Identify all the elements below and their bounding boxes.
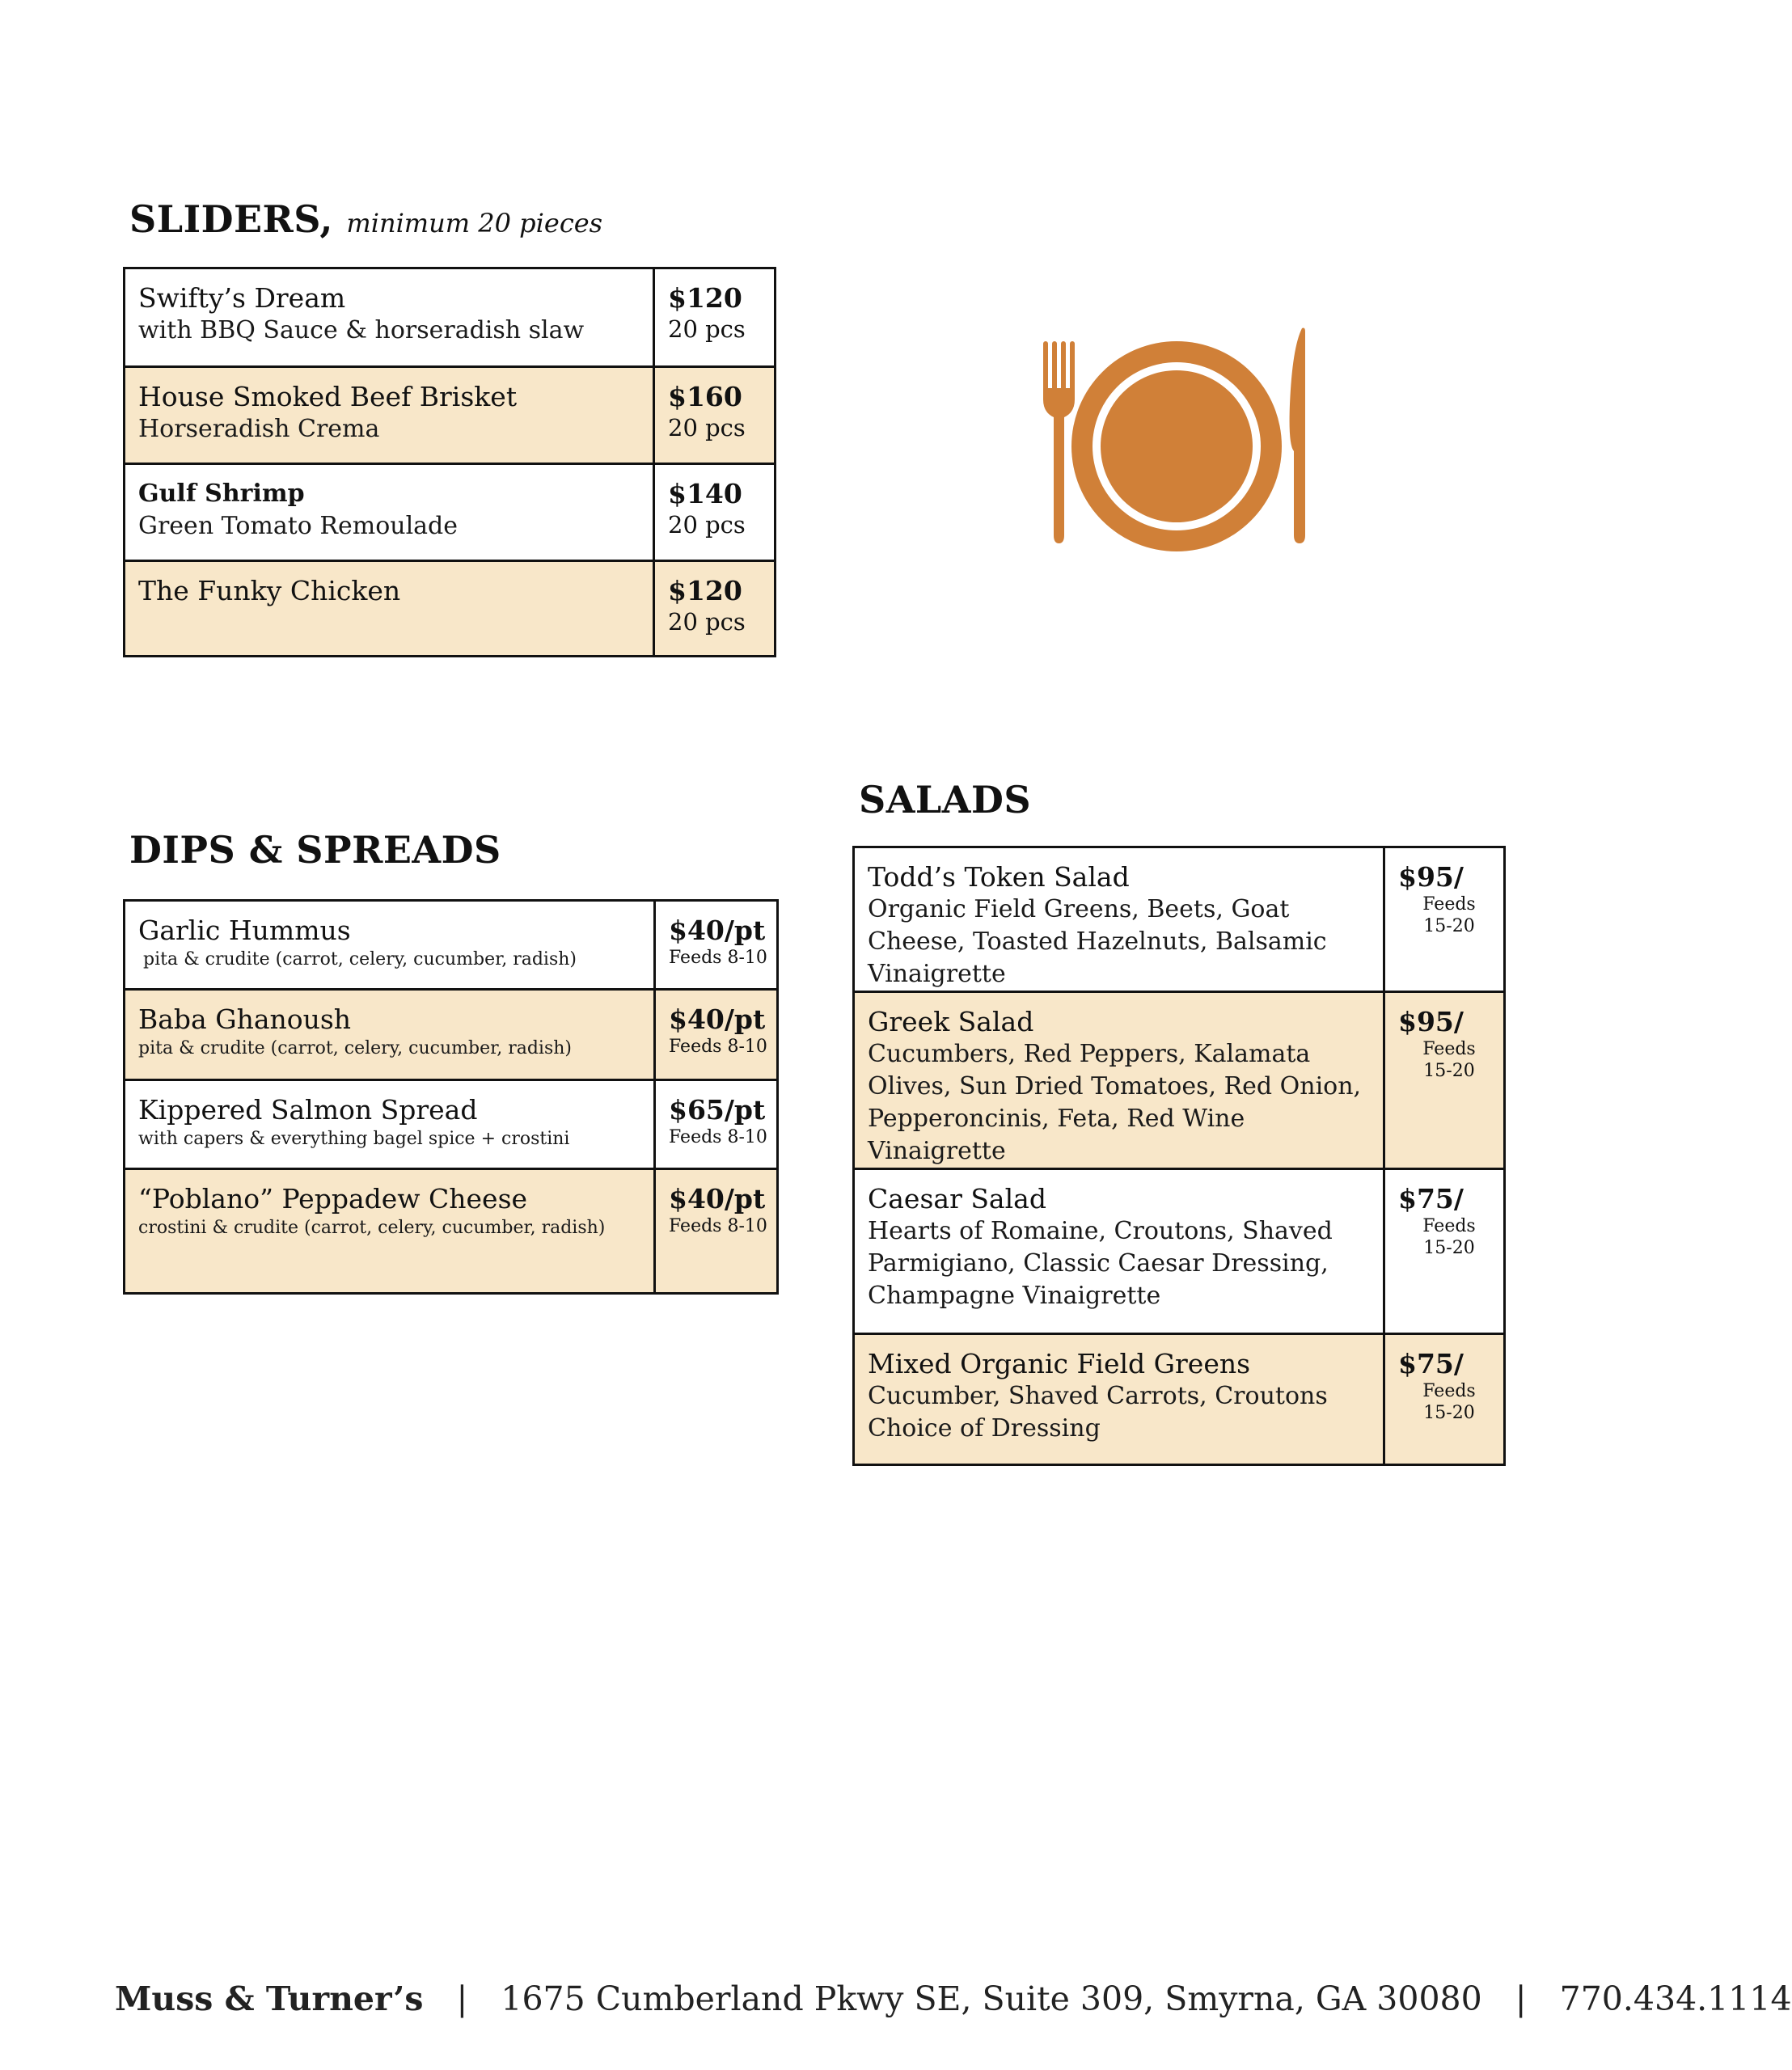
item-price: $40/pt — [669, 1183, 766, 1215]
dips-table — [123, 899, 779, 1295]
item-price: $65/pt — [669, 1094, 766, 1126]
item-description: Green Tomato Remoulade — [138, 512, 459, 540]
item-serving: Feeds 8-10 — [669, 1037, 767, 1057]
price-cell — [655, 1169, 778, 1294]
footer-separator: | — [456, 1979, 468, 2018]
item-name: Gulf Shrimp — [138, 479, 305, 508]
salads-heading: SALADS — [859, 778, 1032, 822]
item-name: The Funky Chicken — [138, 575, 401, 606]
table-row — [125, 464, 776, 561]
item-cell — [125, 268, 654, 367]
item-serving: Feeds 8-10 — [669, 1216, 767, 1236]
table-row — [125, 990, 778, 1080]
feeds-label: Feeds — [1422, 894, 1476, 915]
dips-heading: DIPS & SPREADS — [129, 828, 501, 872]
table-row — [125, 561, 776, 657]
footer-separator: | — [1515, 1979, 1527, 2018]
item-description: Hearts of Romaine, Croutons, Shaved Parmigiano, Classic Caesar Dressing, Champagne Vinaigrette — [868, 1217, 1333, 1310]
table-row — [854, 1334, 1505, 1465]
item-price: $95/ — [1398, 1006, 1464, 1037]
item-quantity: 20 pcs — [668, 315, 746, 343]
table-row — [125, 268, 776, 367]
item-price: $160 — [668, 381, 742, 412]
item-cell — [125, 1080, 655, 1169]
feeds-label: Feeds — [1422, 1039, 1476, 1059]
item-price: $95/ — [1398, 861, 1464, 893]
item-cell — [125, 367, 654, 464]
table-row — [854, 847, 1505, 992]
item-cell — [854, 847, 1384, 992]
salads-table — [852, 846, 1506, 1466]
item-description: crostini & crudite (carrot, celery, cucumber, radish) — [138, 1218, 606, 1238]
item-name: Garlic Hummus — [138, 915, 351, 946]
item-cell — [125, 990, 655, 1080]
item-cell — [125, 901, 655, 990]
plate-fork-knife-icon — [1035, 323, 1326, 558]
item-cell — [125, 1169, 655, 1294]
price-cell — [654, 268, 776, 367]
price-cell — [1384, 847, 1505, 992]
item-name: Swifty’s Dream — [138, 282, 346, 314]
sliders-subtitle: minimum 20 pieces — [346, 208, 603, 239]
item-cell — [854, 1334, 1384, 1465]
item-description: Cucumbers, Red Peppers, Kalamata Olives, Sun Dried Tomatoes, Red Onion, Pepperoncinis, Feta, Red Wine Vinaigrette — [868, 1040, 1362, 1165]
item-name: Kippered Salmon Spread — [138, 1094, 478, 1126]
footer-phone: 770.434.1114 — [1559, 1979, 1792, 2018]
item-quantity: 20 pcs — [668, 414, 746, 441]
sliders-heading: SLIDERS, minimum 20 pieces — [129, 197, 603, 241]
item-serving: Feeds 8-10 — [669, 948, 767, 968]
item-quantity: 20 pcs — [668, 511, 746, 539]
price-cell — [1384, 1169, 1505, 1334]
price-cell — [1384, 1334, 1505, 1465]
footer-brand: Muss & Turner’s — [115, 1979, 424, 2018]
item-cell — [854, 992, 1384, 1169]
price-cell — [654, 367, 776, 464]
item-name: Baba Ghanoush — [138, 1003, 352, 1035]
item-price: $120 — [668, 575, 742, 606]
item-description: with BBQ Sauce & horseradish slaw — [138, 316, 585, 344]
item-description: pita & crudite (carrot, celery, cucumber, radish) — [143, 949, 577, 970]
item-price: $120 — [668, 282, 742, 314]
item-cell — [854, 1169, 1384, 1334]
item-description: Cucumber, Shaved Carrots, Croutons Choice of Dressing — [868, 1382, 1328, 1443]
feeds-count: 15-20 — [1423, 1238, 1475, 1258]
item-description: with capers & everything bagel spice + crostini — [138, 1129, 570, 1149]
item-quantity: 20 pcs — [668, 608, 746, 636]
item-name: Greek Salad — [868, 1006, 1034, 1037]
feeds-count: 15-20 — [1423, 916, 1475, 936]
price-cell — [1384, 992, 1505, 1169]
item-description: Organic Field Greens, Beets, Goat Cheese, Toasted Hazelnuts, Balsamic Vinaigrette — [868, 895, 1327, 988]
table-row — [854, 992, 1505, 1169]
item-serving: Feeds 8-10 — [669, 1127, 767, 1147]
item-name: Todd’s Token Salad — [868, 861, 1130, 893]
item-price: $140 — [668, 478, 742, 509]
table-row — [125, 1169, 778, 1294]
item-price: $40/pt — [669, 1003, 766, 1035]
table-row — [125, 367, 776, 464]
item-cell — [125, 561, 654, 657]
item-name: “Poblano” Peppadew Cheese — [138, 1183, 528, 1215]
price-cell — [655, 901, 778, 990]
item-price: $75/ — [1398, 1183, 1464, 1215]
item-description: pita & crudite (carrot, celery, cucumber, radish) — [138, 1038, 572, 1058]
price-cell — [655, 1080, 778, 1169]
table-row — [125, 1080, 778, 1169]
feeds-count: 15-20 — [1423, 1403, 1475, 1423]
sliders-table — [123, 267, 776, 657]
table-row — [854, 1169, 1505, 1334]
item-price: $40/pt — [669, 915, 766, 946]
price-cell — [655, 990, 778, 1080]
item-name: Mixed Organic Field Greens — [868, 1348, 1251, 1379]
item-name: House Smoked Beef Brisket — [138, 381, 518, 412]
price-cell — [654, 464, 776, 561]
item-name: Caesar Salad — [868, 1183, 1046, 1215]
feeds-count: 15-20 — [1423, 1061, 1475, 1081]
footer-address: 1675 Cumberland Pkwy SE, Suite 309, Smyrna, GA 30080 — [501, 1979, 1482, 2018]
item-price: $75/ — [1398, 1348, 1464, 1379]
price-cell — [654, 561, 776, 657]
table-row — [125, 901, 778, 990]
feeds-label: Feeds — [1422, 1216, 1476, 1236]
item-description: Horseradish Crema — [138, 415, 380, 443]
item-cell — [125, 464, 654, 561]
feeds-label: Feeds — [1422, 1381, 1476, 1401]
footer — [115, 1979, 1792, 2018]
